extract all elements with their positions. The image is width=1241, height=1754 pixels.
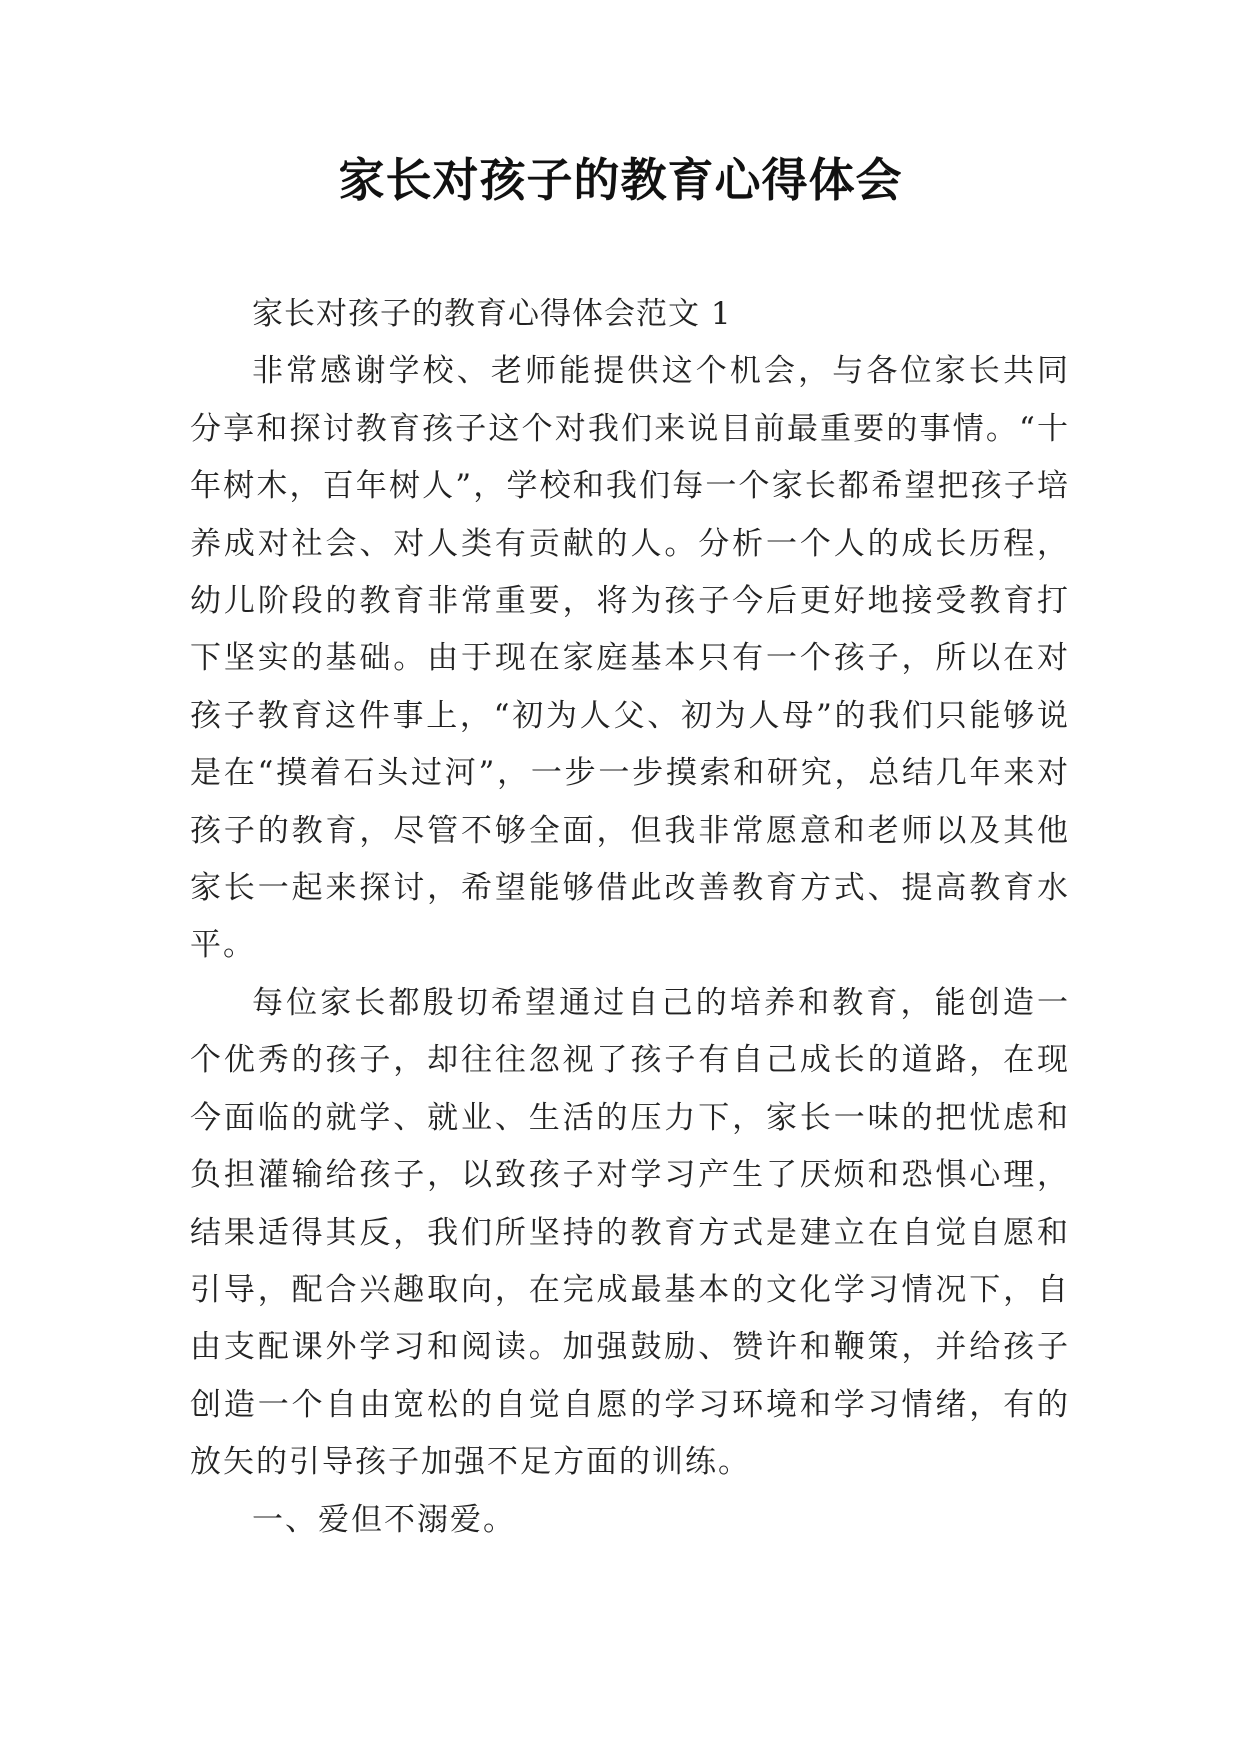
subsection-heading: 一、爱但不溺爱。	[252, 1501, 516, 1538]
document-body	[190, 286, 1070, 1549]
section-heading: 家长对孩子的教育心得体会范文 1	[252, 296, 732, 332]
body-paragraph: 每位家长都殷切希望通过自己的培养和教育，能创造一个优秀的孩子，却往往忽视了孩子有自己成长的道路，在现今面临的就学、就业、生活的压力下，家长一味的把忧虑和负担灌输给孩子，以致孩子对学习产生了厌烦和恐惧心理，结果适得其反，我们所坚持的教育方式是建立在自觉自愿和引导，配合兴趣取向，在完成最基本的文化学习情况下，自由支配课外学习和阅读。加强鼓励、赞许和鞭策，并给孩子创造一个自由宽松的自觉自愿的学习环境和学习情绪，有的放矢的引导孩子加强不足方面的训练。	[190, 984, 1070, 1481]
body-paragraph: 非常感谢学校、老师能提供这个机会，与各位家长共同分享和探讨教育孩子这个对我们来说目前最重要的事情。“十年树木，百年树人”，学校和我们每一个家长都希望把孩子培养成对社会、对人类有贡献的人。分析一个人的成长历程，幼儿阶段的教育非常重要，将为孩子今后更好地接受教育打下坚实的基础。由于现在家庭基本只有一个孩子，所以在对孩子教育这件事上，“初为人父、初为人母”的我们只能够说是在“摸着石头过河”，一步一步摸索和研究，总结几年来对孩子的教育，尽管不够全面，但我非常愿意和老师以及其他家长一起来探讨，希望能够借此改善教育方式、提高教育水平。	[190, 353, 1070, 964]
document-title: 家长对孩子的教育心得体会	[338, 153, 903, 207]
